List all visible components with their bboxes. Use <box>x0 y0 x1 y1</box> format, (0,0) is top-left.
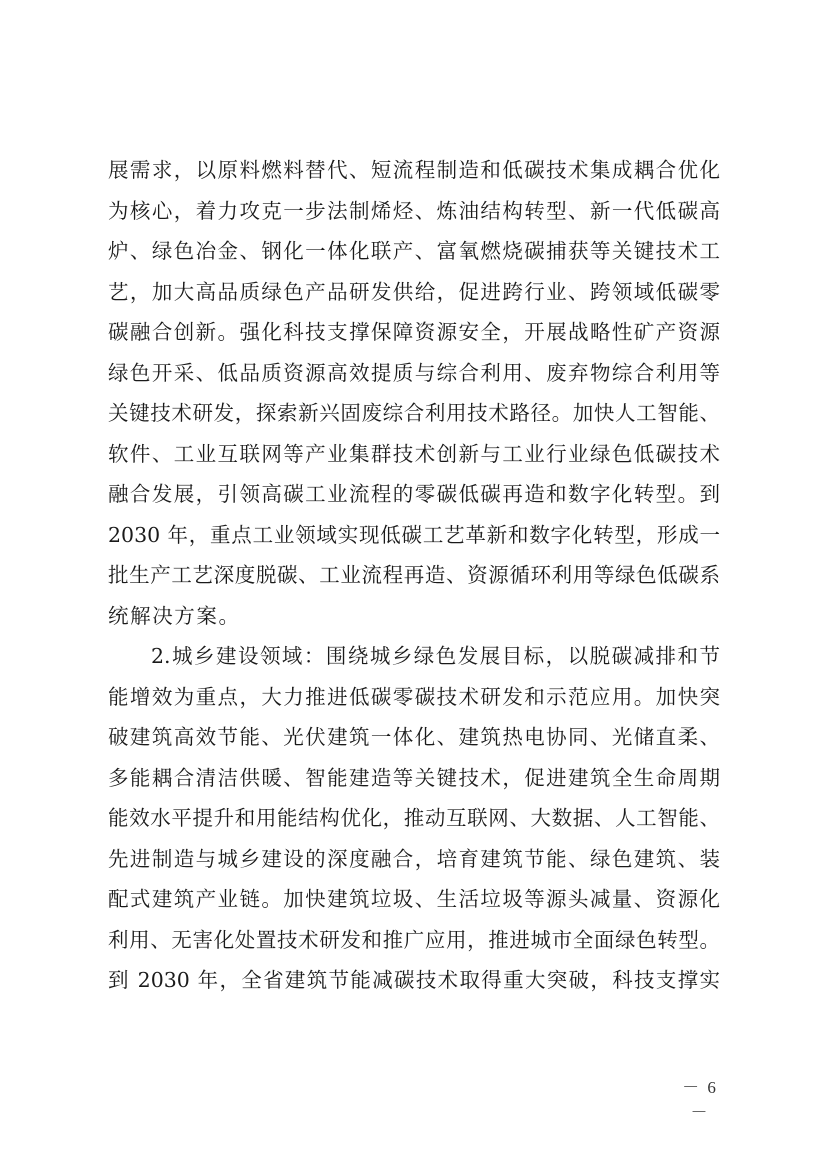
text-line-paragraph-end: 统解决方案。 <box>108 603 241 628</box>
text-line: 利用、无害化处置技术研发和推广应用，推进城市全面绿色转型。 <box>108 927 720 952</box>
text-line: 为核心，着力攻克一步法制烯烃、炼油结构转型、新一代低碳高 <box>108 198 720 223</box>
text-line: 批生产工艺深度脱碳、工业流程再造、资源循环利用等绿色低碳系 <box>108 563 720 587</box>
text-line: 破建筑高效节能、光伏建筑一体化、建筑热电协同、光储直柔、 <box>108 725 720 749</box>
text-line: 到 2030 年，全省建筑节能减碳技术取得重大突破，科技支撑实 <box>108 968 720 992</box>
page-number: － 6 － <box>682 1078 718 1122</box>
text-line: 融合发展，引领高碳工业流程的零碳低碳再造和数字化转型。到 <box>108 482 720 506</box>
text-line: 配式建筑产业链。加快建筑垃圾、生活垃圾等源头减量、资源化 <box>108 887 720 911</box>
text-line: 2030 年，重点工业领域实现低碳工艺革新和数字化转型，形成一 <box>108 522 720 547</box>
text-line: 能增效为重点，大力推进低碳零碳技术研发和示范应用。加快突 <box>108 684 720 709</box>
text-line: 能效水平提升和用能结构优化，推动互联网、大数据、人工智能、 <box>108 806 720 830</box>
text-line: 关键技术研发，探索新兴固废综合利用技术路径。加快人工智能、 <box>108 401 720 425</box>
text-line: 炉、绿色冶金、钢化一体化联产、富氧燃烧碳捕获等关键技术工 <box>108 239 720 263</box>
section-heading-line: 2.城乡建设领域：围绕城乡绿色发展目标，以脱碳减排和节 <box>151 644 720 668</box>
text-line: 软件、工业互联网等产业集群技术创新与工业行业绿色低碳技术 <box>108 441 720 466</box>
text-line: 艺，加大高品质绿色产品研发供给，促进跨行业、跨领域低碳零 <box>108 279 720 304</box>
text-line: 绿色开采、低品质资源高效提质与综合利用、废弃物综合利用等 <box>108 360 720 385</box>
text-line: 碳融合创新。强化科技支撑保障资源安全，开展战略性矿产资源 <box>108 320 720 344</box>
text-line: 多能耦合清洁供暖、智能建造等关键技术，促进建筑全生命周期 <box>108 765 720 790</box>
text-line: 先进制造与城乡建设的深度融合，培育建筑节能、绿色建筑、装 <box>108 846 720 871</box>
body-text <box>108 150 720 1001</box>
text-line: 展需求，以原料燃料替代、短流程制造和低碳技术集成耦合优化 <box>108 158 720 182</box>
